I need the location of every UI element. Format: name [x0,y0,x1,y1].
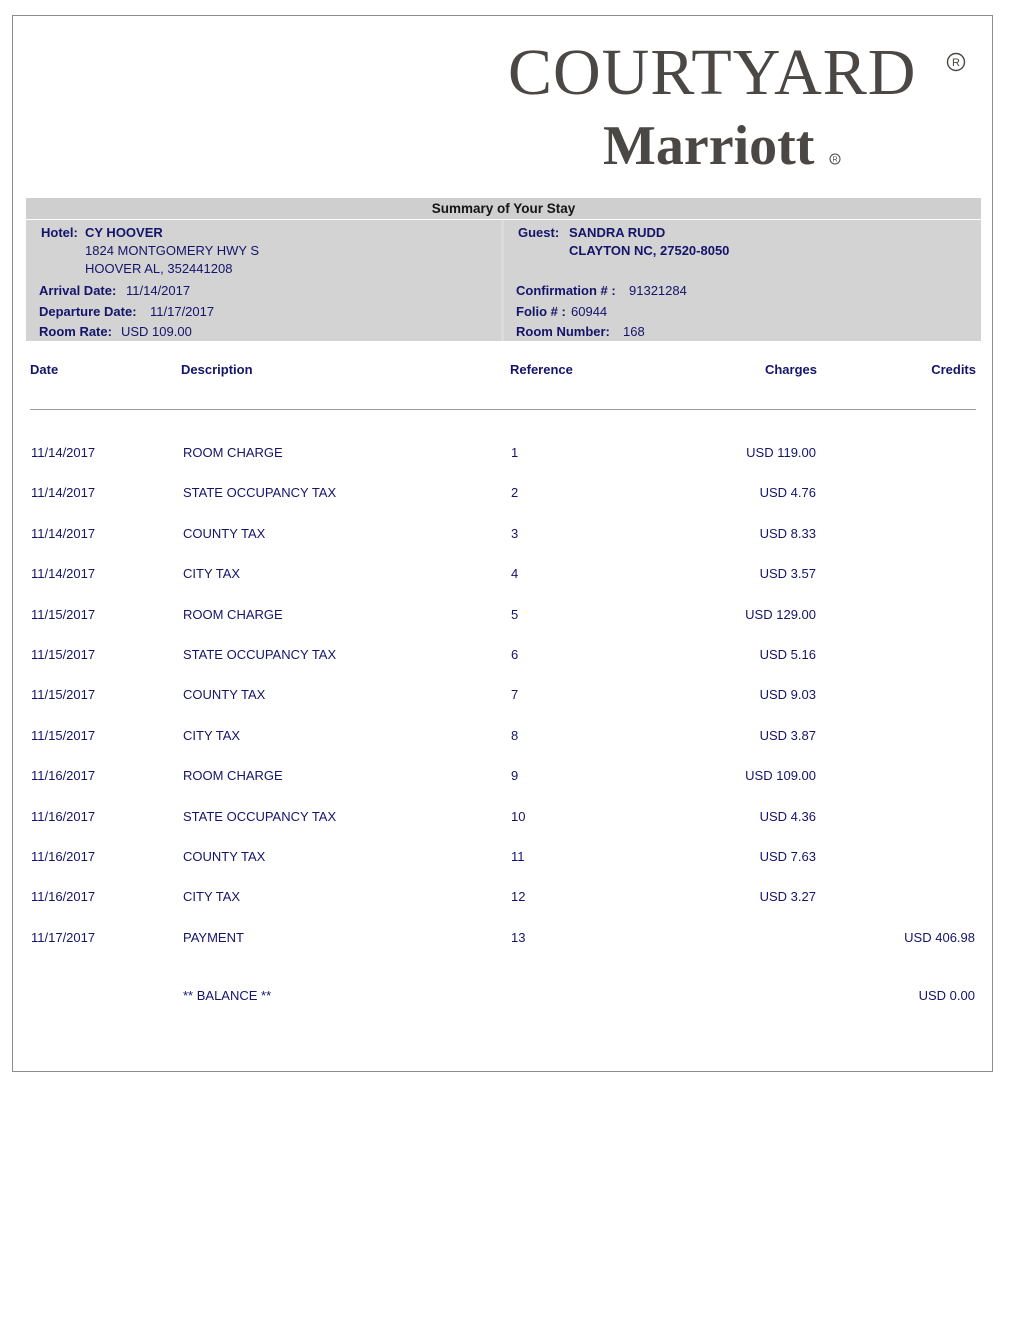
row-date: 11/14/2017 [31,445,96,460]
row-date: 11/14/2017 [31,526,96,541]
row-reference: 12 [511,889,526,904]
row-description: PAYMENT [183,930,244,945]
summary-title: Summary of Your Stay [26,198,981,219]
row-credits: USD 406.98 [904,930,975,945]
table-row [0,889,1020,907]
row-charges: USD 5.16 [759,647,816,662]
departure-label: Departure Date: [39,304,137,319]
hotel-address-line1: 1824 MONTGOMERY HWY S [85,243,260,258]
registered-mark-icon [946,52,966,72]
row-charges: USD 7.63 [759,849,816,864]
svg-text:R: R [952,57,960,69]
guest-address: CLAYTON NC, 27520-8050 [569,243,730,258]
table-row [0,526,1020,544]
row-reference: 6 [511,647,519,662]
table-row [0,809,1020,827]
col-header-reference: Reference [510,362,573,377]
col-header-date: Date [30,362,59,377]
marriott-logo: Marriott [603,115,815,177]
row-charges: USD 3.87 [759,728,816,743]
row-date: 11/16/2017 [31,849,96,864]
row-date: 11/16/2017 [31,768,96,783]
row-date: 11/15/2017 [31,647,96,662]
row-date: 11/14/2017 [31,485,96,500]
row-reference: 2 [511,485,519,500]
arrival-value: 11/14/2017 [126,283,191,298]
row-reference: 13 [511,930,526,945]
row-description: ROOM CHARGE [183,768,283,783]
folio-value: 60944 [571,304,608,319]
row-description: COUNTY TAX [183,687,266,702]
row-charges: USD 3.27 [759,889,816,904]
row-date: 11/16/2017 [31,809,96,824]
table-row [0,485,1020,503]
balance-row [0,988,1020,1006]
table-row [0,445,1020,463]
table-row [0,728,1020,746]
col-header-charges: Charges [764,362,817,377]
row-reference: 7 [511,687,519,702]
row-reference: 5 [511,607,519,622]
confirmation-value: 91321284 [629,283,687,298]
table-row [0,647,1020,665]
header-rule [30,409,976,410]
row-description: STATE OCCUPANCY TAX [183,647,337,662]
row-reference: 8 [511,728,519,743]
row-charges: USD 109.00 [745,768,816,783]
row-date: 11/15/2017 [31,687,96,702]
row-description: COUNTY TAX [183,849,266,864]
hotel-name: CY HOOVER [85,225,163,240]
row-reference: 3 [511,526,519,541]
row-reference: 1 [511,445,519,460]
table-row [0,566,1020,584]
row-date: 11/14/2017 [31,566,96,581]
departure-value: 11/17/2017 [150,304,215,319]
hotel-address-line2: HOOVER AL, 352441208 [85,261,233,276]
row-charges: USD 4.76 [759,485,816,500]
col-header-description: Description [181,362,253,377]
guest-name: SANDRA RUDD [569,225,666,240]
hotel-label: Hotel: [41,225,78,240]
guest-label: Guest: [518,225,560,240]
row-charges: USD 119.00 [746,445,816,460]
svg-text:R: R [832,156,838,164]
table-row [0,849,1020,867]
row-reference: 10 [511,809,526,824]
row-description: STATE OCCUPANCY TAX [183,485,337,500]
row-description: STATE OCCUPANCY TAX [183,809,337,824]
row-description: ROOM CHARGE [183,607,283,622]
row-description: COUNTY TAX [183,526,266,541]
room-rate-value: USD 109.00 [121,324,192,339]
row-description: CITY TAX [183,566,241,581]
room-rate-label: Room Rate: [39,324,112,339]
registered-mark-icon-small [829,153,841,165]
row-description: CITY TAX [183,728,241,743]
row-date: 11/16/2017 [31,889,96,904]
balance-value: USD 0.00 [918,988,975,1003]
row-date: 11/17/2017 [31,930,96,945]
col-header-credits: Credits [931,362,976,377]
table-row [0,930,1020,948]
room-number-label: Room Number: [516,324,610,339]
room-number-value: 168 [623,324,645,339]
row-charges: USD 8.33 [759,526,816,541]
table-row [0,687,1020,705]
row-date: 11/15/2017 [31,607,96,622]
row-charges: USD 3.57 [759,566,816,581]
row-charges: USD 9.03 [759,687,816,702]
balance-label: ** BALANCE ** [183,988,272,1003]
row-reference: 11 [511,849,525,864]
row-reference: 4 [511,566,519,581]
table-row [0,607,1020,625]
courtyard-logo: COURTYARD [508,36,917,109]
row-reference: 9 [511,768,519,783]
row-charges: USD 129.00 [745,607,816,622]
summary-divider [501,220,504,341]
confirmation-label: Confirmation # : [516,283,616,298]
row-charges: USD 4.36 [759,809,816,824]
row-date: 11/15/2017 [31,728,96,743]
row-description: ROOM CHARGE [183,445,283,460]
arrival-label: Arrival Date: [39,283,117,298]
row-description: CITY TAX [183,889,241,904]
table-row [0,768,1020,786]
folio-label: Folio # : [516,304,566,319]
